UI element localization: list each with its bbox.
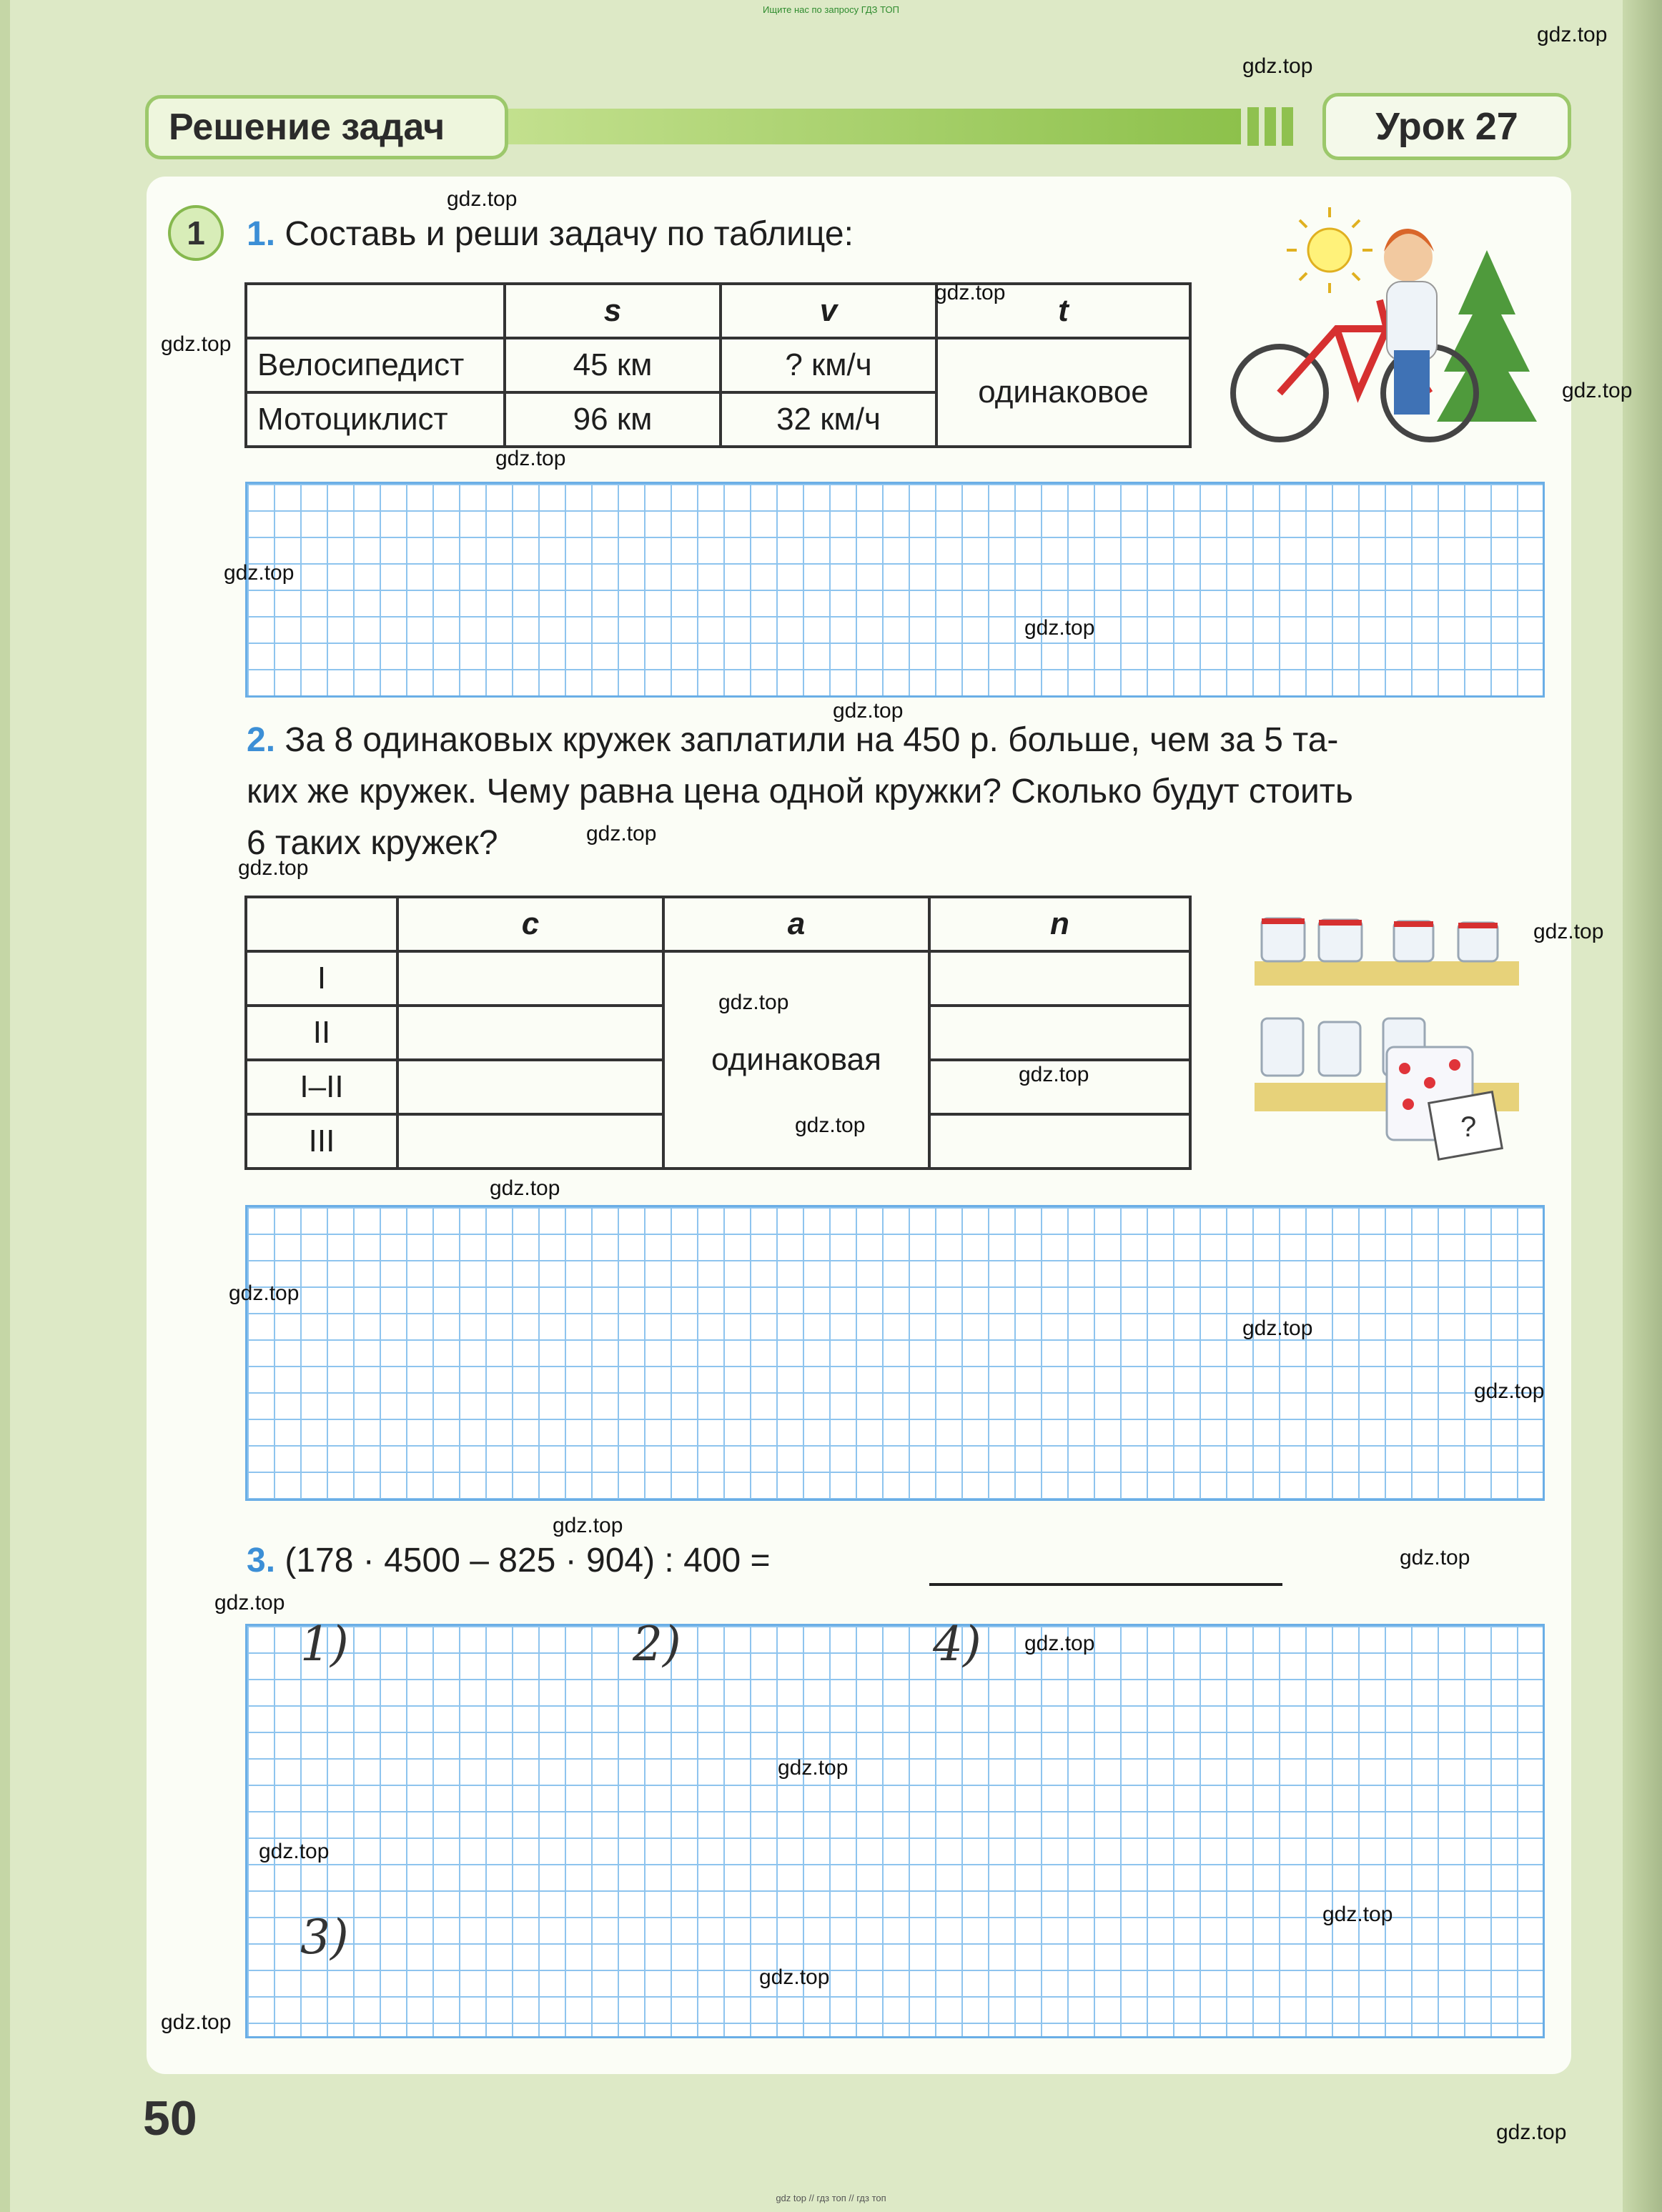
- watermark: gdz.top: [553, 1514, 623, 1537]
- watermark: gdz.top: [1533, 920, 1604, 943]
- step-3-label: 3): [300, 1910, 349, 1965]
- watermark: gdz.top: [447, 187, 518, 211]
- task1-row1-label: Велосипедист: [246, 338, 505, 392]
- task2-row-III-n: [929, 1114, 1190, 1169]
- task2-a-merged: одинаковая: [663, 951, 929, 1169]
- task2-row-II-c: [397, 1006, 663, 1060]
- task2-row-III-c: [397, 1114, 663, 1169]
- watermark: gdz.top: [1242, 1316, 1313, 1340]
- watermark: gdz.top: [1024, 616, 1095, 640]
- task1-row2-s: 96 км: [505, 392, 721, 447]
- task1-row1-s: 45 км: [505, 338, 721, 392]
- task1-header-v: v: [721, 284, 936, 338]
- task2-line1: За 8 одинаковых кружек заплатили на 450 р. больше, чем за 5 та-: [285, 721, 1339, 759]
- level-badge: 1: [168, 205, 224, 261]
- watermark: gdz.top: [1019, 1063, 1089, 1086]
- watermark: gdz.top: [214, 1591, 285, 1615]
- watermark: gdz.top: [1322, 1903, 1393, 1926]
- lesson-label: Урок 27: [1322, 93, 1571, 160]
- task3-answer-line[interactable]: [929, 1583, 1282, 1586]
- task1-table: [244, 282, 1192, 448]
- watermark: gdz.top: [795, 1114, 866, 1137]
- task2-text: [247, 715, 1353, 869]
- task2-line2: ких же кружек. Чему равна цена одной кружки? Сколько будут стоить: [247, 773, 1353, 810]
- watermark: gdz.top: [490, 1176, 560, 1200]
- task1-answer-grid[interactable]: [245, 482, 1545, 698]
- task2-row-I-II: I–II: [246, 1060, 397, 1114]
- watermark: gdz.top: [161, 2010, 232, 2034]
- task2-header-n: n: [929, 897, 1190, 951]
- title-stripes: [1247, 107, 1313, 146]
- task2-row-I-II-c: [397, 1060, 663, 1114]
- watermark: gdz.top: [1496, 2121, 1567, 2144]
- page-binding-edge: [1623, 0, 1662, 2212]
- step-2-label: 2): [633, 1617, 681, 1672]
- section-title: Решение задач: [145, 95, 508, 159]
- task2-row-I-c: [397, 951, 663, 1006]
- page-number: 50: [143, 2091, 197, 2146]
- watermark: gdz.top: [759, 1965, 830, 1989]
- task2-row-III: III: [246, 1114, 397, 1169]
- watermark: gdz.top: [1400, 1546, 1470, 1569]
- watermark: gdz.top: [833, 699, 904, 723]
- task2-row-I-n: [929, 951, 1190, 1006]
- watermark: gdz.top: [586, 822, 657, 845]
- watermark: gdz.top: [1024, 1632, 1095, 1655]
- task2-row-II: II: [246, 1006, 397, 1060]
- task1-header-t: t: [936, 284, 1190, 338]
- watermark: gdz.top: [1242, 54, 1313, 78]
- task2-line3: 6 таких кружек?: [247, 824, 498, 862]
- task3-line: [247, 1535, 771, 1587]
- task2-header-a: a: [663, 897, 929, 951]
- page-left-edge: [0, 0, 10, 2212]
- task1-row2-label: Мотоциклист: [246, 392, 505, 447]
- watermark: gdz.top: [778, 1756, 849, 1780]
- watermark: gdz.top: [1537, 23, 1608, 46]
- watermark: gdz.top: [229, 1281, 300, 1305]
- watermark: gdz.top: [495, 447, 566, 470]
- step-4-label: 4): [933, 1617, 981, 1672]
- task2-row-I: I: [246, 951, 397, 1006]
- task1-number: 1.: [247, 215, 276, 253]
- step-1-label: 1): [300, 1617, 349, 1672]
- task1-row2-v: 32 км/ч: [721, 392, 936, 447]
- task1-heading: [247, 209, 854, 260]
- task2-header-c: c: [397, 897, 663, 951]
- task3-number: 3.: [247, 1542, 276, 1579]
- task1-row1-v: ? км/ч: [721, 338, 936, 392]
- watermark: gdz.top: [224, 561, 295, 585]
- task2-answer-grid[interactable]: [245, 1205, 1545, 1501]
- cyclist-illustration: [1215, 207, 1544, 450]
- task1-header-s: s: [505, 284, 721, 338]
- watermark: gdz.top: [259, 1840, 330, 1863]
- watermark: gdz.top: [238, 856, 309, 880]
- price-tag-question: ?: [1460, 1111, 1477, 1143]
- watermark: gdz.top: [1474, 1379, 1545, 1403]
- watermark: gdz.top: [718, 991, 789, 1014]
- title-bar: [505, 109, 1241, 144]
- task3-expression: (178 · 4500 – 825 · 904) : 400 =: [285, 1542, 771, 1579]
- watermark: gdz.top: [161, 332, 232, 356]
- task1-header-empty: [246, 284, 505, 338]
- task1-t-merged: одинаковое: [936, 338, 1190, 447]
- task2-number: 2.: [247, 721, 276, 759]
- task3-answer-grid[interactable]: [245, 1624, 1545, 2038]
- watermark: gdz.top: [935, 281, 1006, 304]
- task2-table: [244, 896, 1192, 1170]
- mugs-illustration: [1255, 904, 1540, 1161]
- task2-header-empty: [246, 897, 397, 951]
- task1-text: Составь и реши задачу по таблице:: [285, 215, 854, 253]
- task2-row-II-n: [929, 1006, 1190, 1060]
- watermark: gdz.top: [1562, 379, 1633, 402]
- bottom-note: gdz top // гдз топ // гдз топ: [776, 2193, 886, 2203]
- top-note: Ищите нас по запросу ГДЗ ТОП: [763, 4, 899, 15]
